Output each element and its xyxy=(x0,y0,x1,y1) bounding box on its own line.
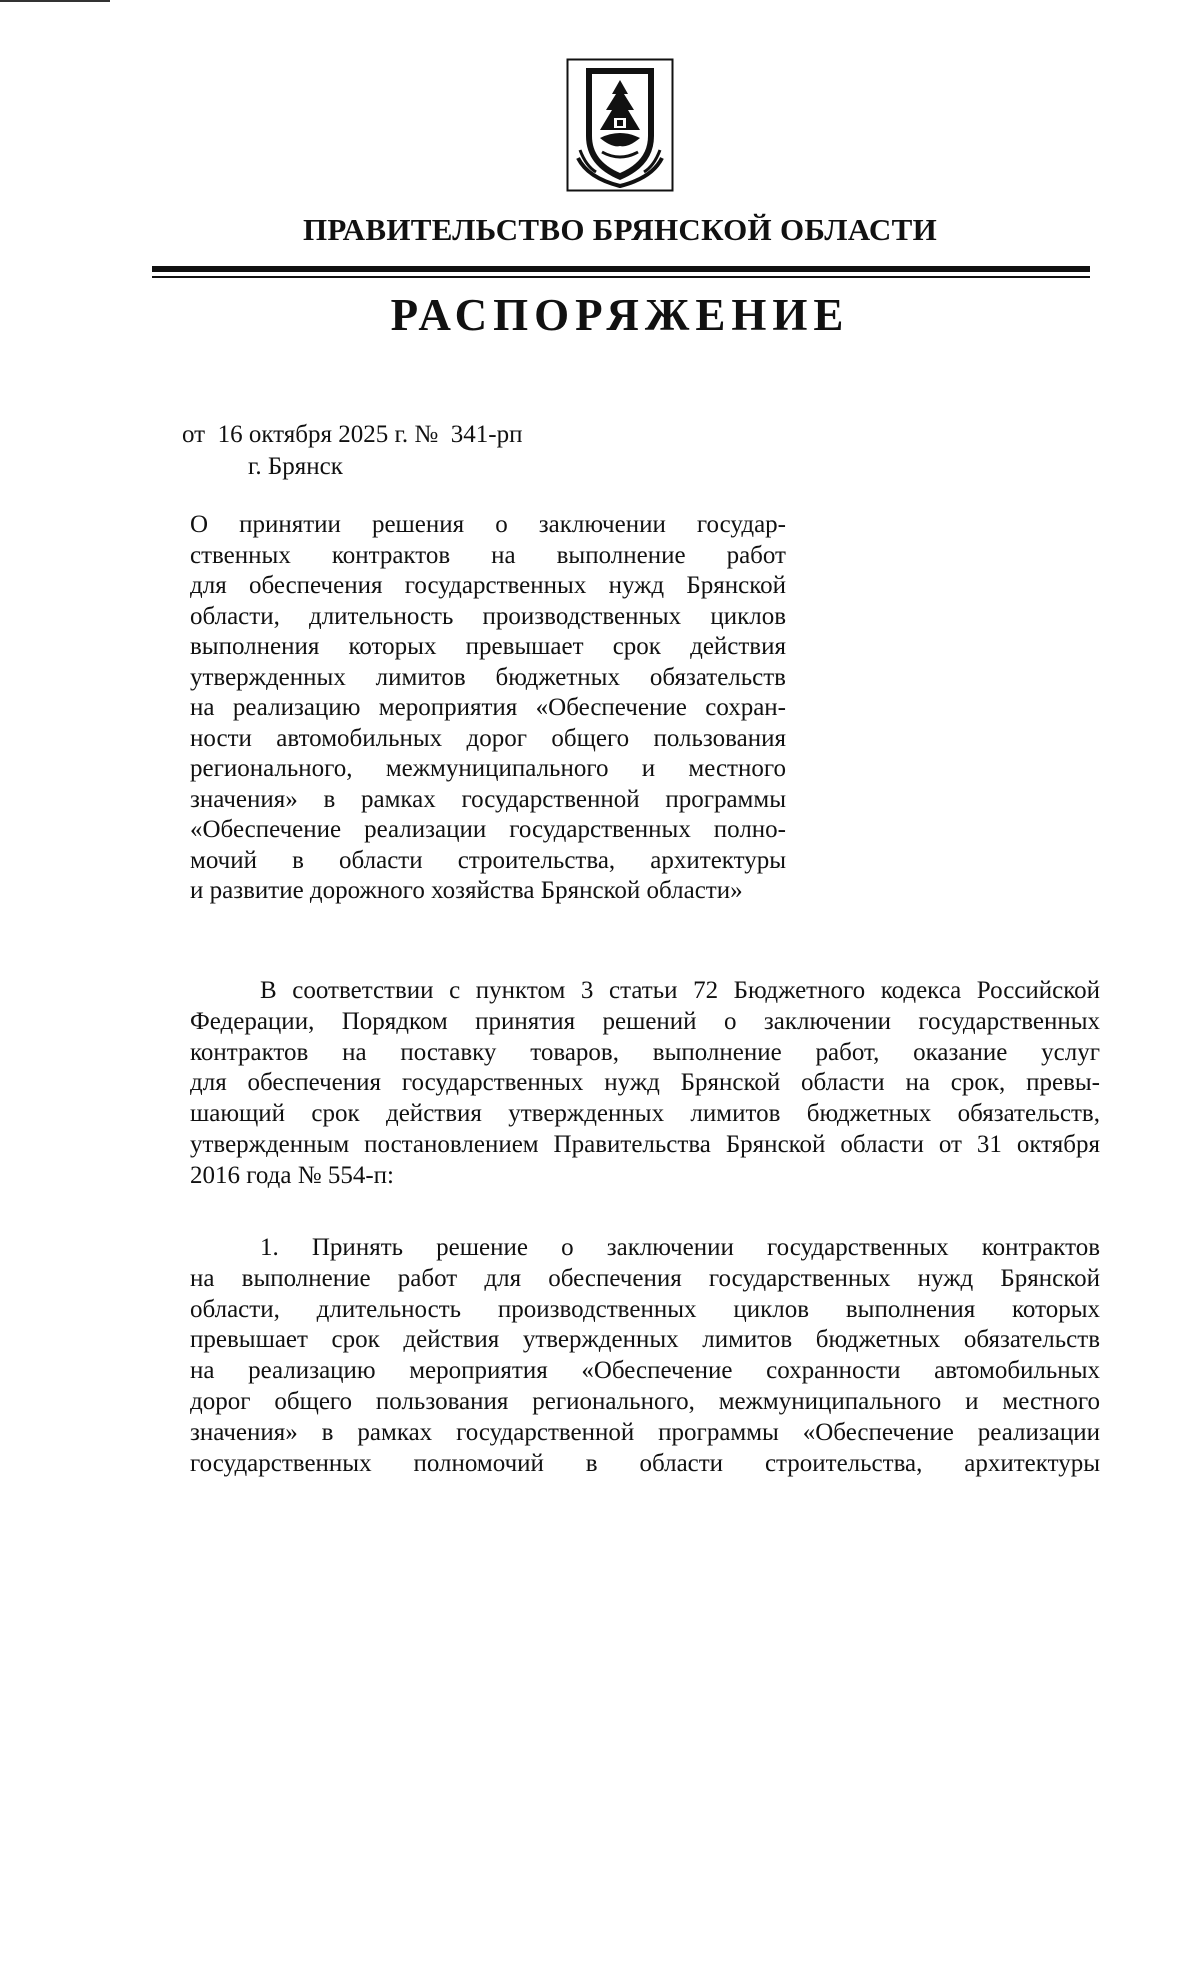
header-rule-thick xyxy=(152,266,1090,272)
item-1-paragraph xyxy=(190,1233,1100,1479)
subject-line: ности автомобильных дорог общего пользования xyxy=(190,724,786,752)
preamble-line: шающий срок действия утвержденных лимитов бюджетных обязательств, xyxy=(190,1100,1100,1128)
scan-edge-mark xyxy=(0,0,110,2)
preamble-line: 2016 года № 554-п: xyxy=(190,1161,394,1189)
header-rule-thin xyxy=(152,276,1090,278)
item-1-line: государственных полномочий в области строительства, архитектуры xyxy=(190,1449,1100,1477)
subject-line: выполнения которых превышает срок действия xyxy=(190,633,786,660)
document-city: г. Брянск xyxy=(248,453,343,480)
item-1-line: 1. Принять решение о заключении государственных контрактов xyxy=(260,1234,1100,1261)
item-1-line: дорог общего пользования регионального, межмуниципального и местного xyxy=(190,1387,1100,1415)
preamble-line: контрактов на поставку товаров, выполнение работ, оказание услуг xyxy=(190,1038,1100,1066)
subject-line: мочий в области строительства, архитектуры xyxy=(190,846,786,874)
preamble-paragraph xyxy=(190,976,1100,1192)
preamble-line: В соответствии с пунктом 3 статьи 72 Бюджетного кодекса Российской xyxy=(260,977,1100,1004)
subject-line: ственных контрактов на выполнение работ xyxy=(190,541,786,569)
item-1-line: превышает срок действия утвержденных лимитов бюджетных обязательств xyxy=(190,1326,1100,1354)
organization-title: ПРАВИТЕЛЬСТВО БРЯНСКОЙ ОБЛАСТИ xyxy=(302,212,938,247)
subject-line: «Обеспечение реализации государственных полно- xyxy=(190,816,786,843)
item-1-line: на реализацию мероприятия «Обеспечение сохранности автомобильных xyxy=(190,1357,1100,1385)
item-1-line: значения» в рамках государственной программы «Обеспечение реализации xyxy=(190,1418,1100,1446)
preamble-line: для обеспечения государственных нужд Брянской области на срок, превы- xyxy=(190,1069,1100,1097)
subject-line: О принятии решения о заключении государ- xyxy=(190,511,786,538)
subject-line: на реализацию мероприятия «Обеспечение сохран- xyxy=(190,694,786,721)
item-1-line: на выполнение работ для обеспечения государственных нужд Брянской xyxy=(190,1264,1100,1292)
preamble-line: Федерации, Порядком принятия решений о заключении государственных xyxy=(190,1007,1100,1035)
subject-line: области, длительность производственных циклов xyxy=(190,602,786,630)
document-date-number: от 16 октября 2025 г. № 341-рп xyxy=(182,421,523,448)
subject-line: утвержденных лимитов бюджетных обязательств xyxy=(190,663,786,691)
subject-line: для обеспечения государственных нужд Брянской xyxy=(190,572,786,599)
subject-line: и развитие дорожного хозяйства Брянской области» xyxy=(190,877,743,904)
item-1-line: области, длительность производственных циклов выполнения которых xyxy=(190,1295,1100,1323)
document-subject xyxy=(190,510,786,907)
document-type-title: РАСПОРЯЖЕНИЕ xyxy=(390,290,850,340)
subject-line: значения» в рамках государственной программы xyxy=(190,785,786,813)
coat-of-arms-icon xyxy=(566,58,674,192)
subject-line: регионального, межмуниципального и местного xyxy=(190,755,786,782)
preamble-line: утвержденным постановлением Правительства Брянской области от 31 октября xyxy=(190,1130,1100,1158)
